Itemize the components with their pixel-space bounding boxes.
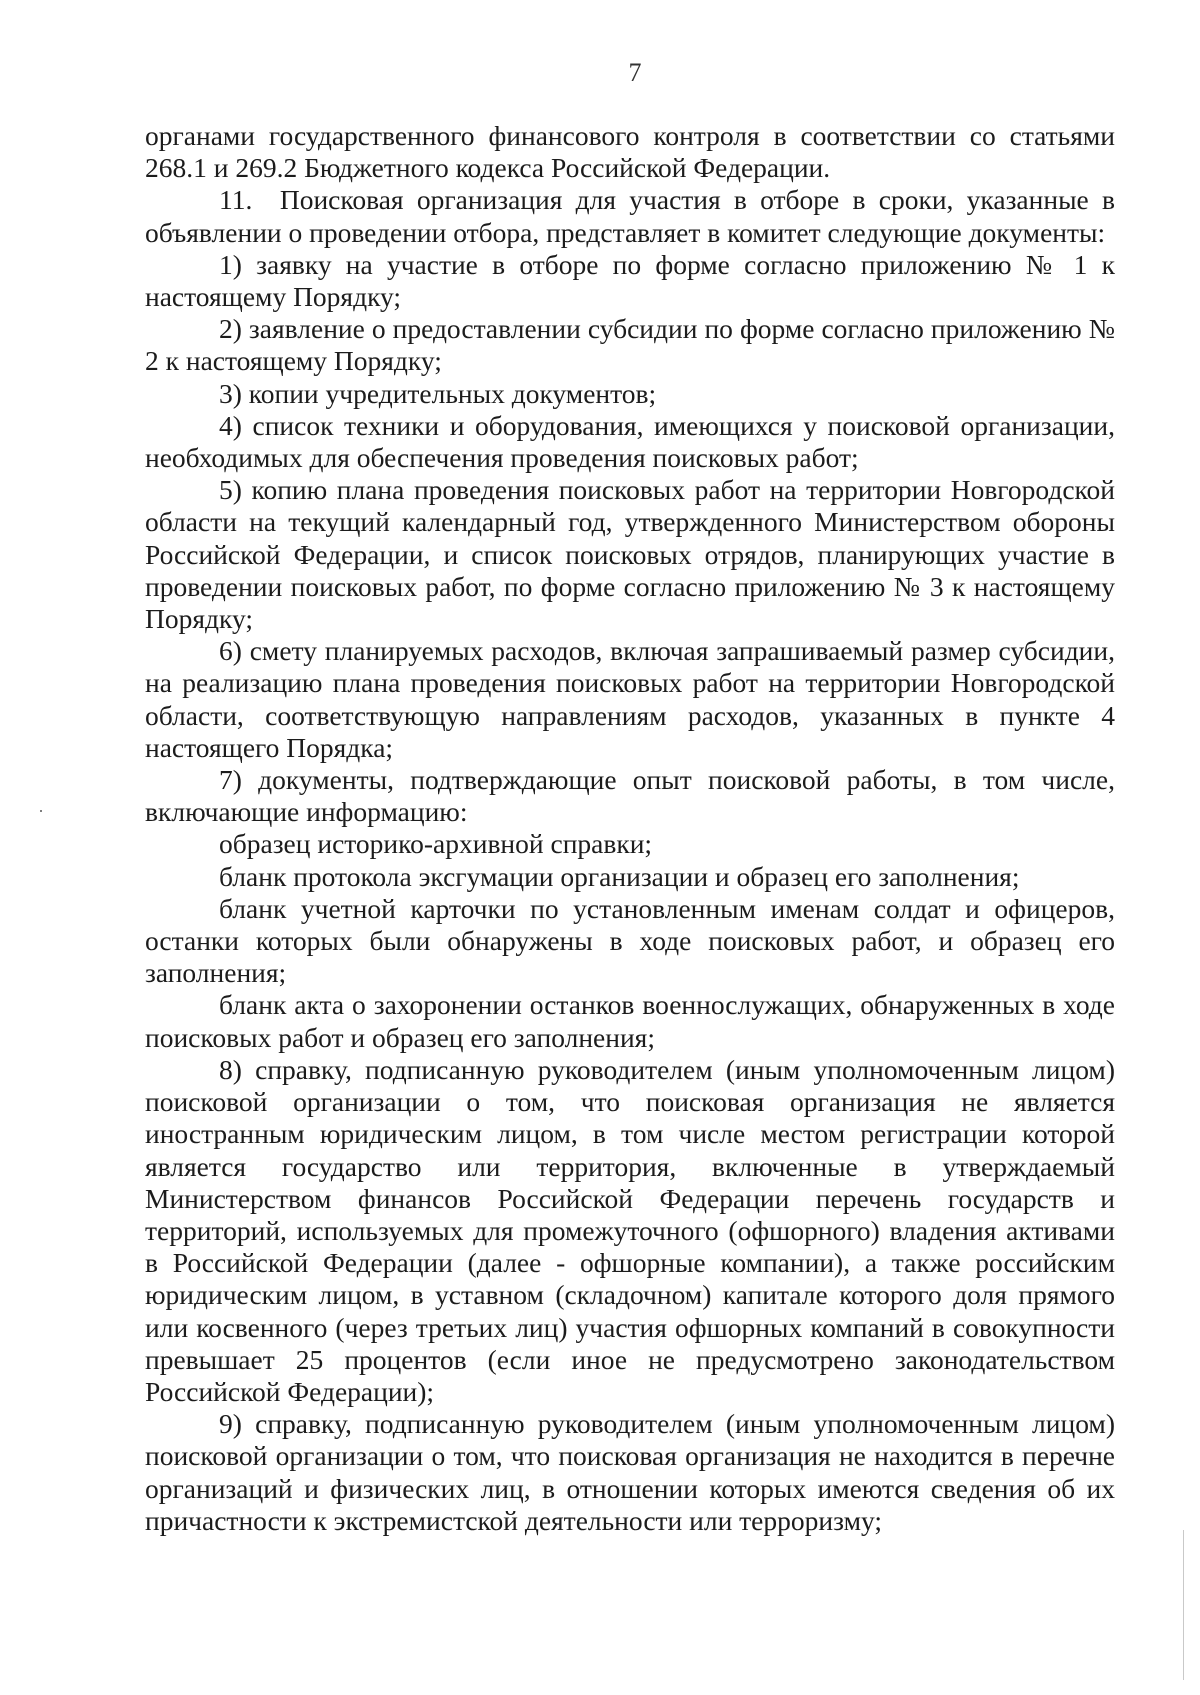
sub-item-7c: бланк учетной карточки по установленным именам солдат и офицеров, останки которых были обнаружены в ходе поисковых работ, и образец его заполнения; xyxy=(145,892,1115,989)
list-item-8: 8) справку, подписанную руководителем (иным уполномоченным лицом) поисковой организации о том, что поисковая организация не является иностранным юридическим лицом, в том числе местом регистрации которой является государство или территория, включенные в утверждаемый Министерством финансов Российской Федерации перечень государств и территорий, используемых для промежуточного (офшорного) владения активами в Российской Федерации (далее - офшорные компании), а также российским юридическим лицом, в уставном (складочном) капитале которого доля прямого или косвенного (через третьих лиц) участия офшорных компаний в совокупности превышает 25 процентов (если иное не предусмотрено законодательством Российской Федерации); xyxy=(145,1053,1115,1407)
sub-item-7b: бланк протокола эксгумации организации и образец его заполнения; xyxy=(219,860,1020,892)
document-body xyxy=(145,120,1115,1537)
scan-edge-mark xyxy=(1183,1530,1184,1680)
list-item-3: 3) копии учредительных документов; xyxy=(219,377,657,409)
list-item-6: 6) смету планируемых расходов, включая запрашиваемый размер субсидии, на реализацию плана проведения поисковых работ на территории Новгородской области, соответствующую направлениям расходов, указанных в пункте 4 настоящего Порядка; xyxy=(145,635,1115,763)
sub-item-7a: образец историко-архивной справки; xyxy=(219,828,653,860)
scan-speck xyxy=(40,810,42,812)
paragraph-clause-11: 11. Поисковая организация для участия в отборе в сроки, указанные в объявлении о проведении отбора, представляет в комитет следующие документы: xyxy=(145,184,1115,248)
list-item-2: 2) заявление о предоставлении субсидии по форме согласно приложению № 2 к настоящему Порядку; xyxy=(145,313,1115,377)
list-item-1: 1) заявку на участие в отборе по форме согласно приложению № 1 к настоящему Порядку; xyxy=(145,248,1115,313)
list-item-5: 5) копию плана проведения поисковых работ на территории Новгородской области на текущий календарный год, утвержденного Министерством обороны Российской Федерации, и список поисковых отрядов, планирующих участие в проведении поисковых работ, по форме согласно приложению № 3 к настоящему Порядку; xyxy=(145,474,1115,635)
paragraph-continuation: органами государственного финансового контроля в соответствии со статьями 268.1 и 269.2 Бюджетного кодекса Российской Федерации. xyxy=(145,120,1115,184)
sub-item-7d: бланк акта о захоронении останков военнослужащих, обнаруженных в ходе поисковых работ и образец его заполнения; xyxy=(145,989,1115,1053)
list-item-7: 7) документы, подтверждающие опыт поисковой работы, в том числе, включающие информацию: xyxy=(145,764,1115,828)
page-number: 7 xyxy=(628,58,642,87)
list-item-9: 9) справку, подписанную руководителем (иным уполномоченным лицом) поисковой организации о том, что поисковая организация не находится в перечне организаций и физических лиц, в отношении которых имеются сведения об их причастности к экстремистской деятельности или терроризму; xyxy=(145,1408,1115,1536)
list-item-4: 4) список техники и оборудования, имеющихся у поисковой организации, необходимых для обеспечения проведения поисковых работ; xyxy=(145,409,1115,474)
